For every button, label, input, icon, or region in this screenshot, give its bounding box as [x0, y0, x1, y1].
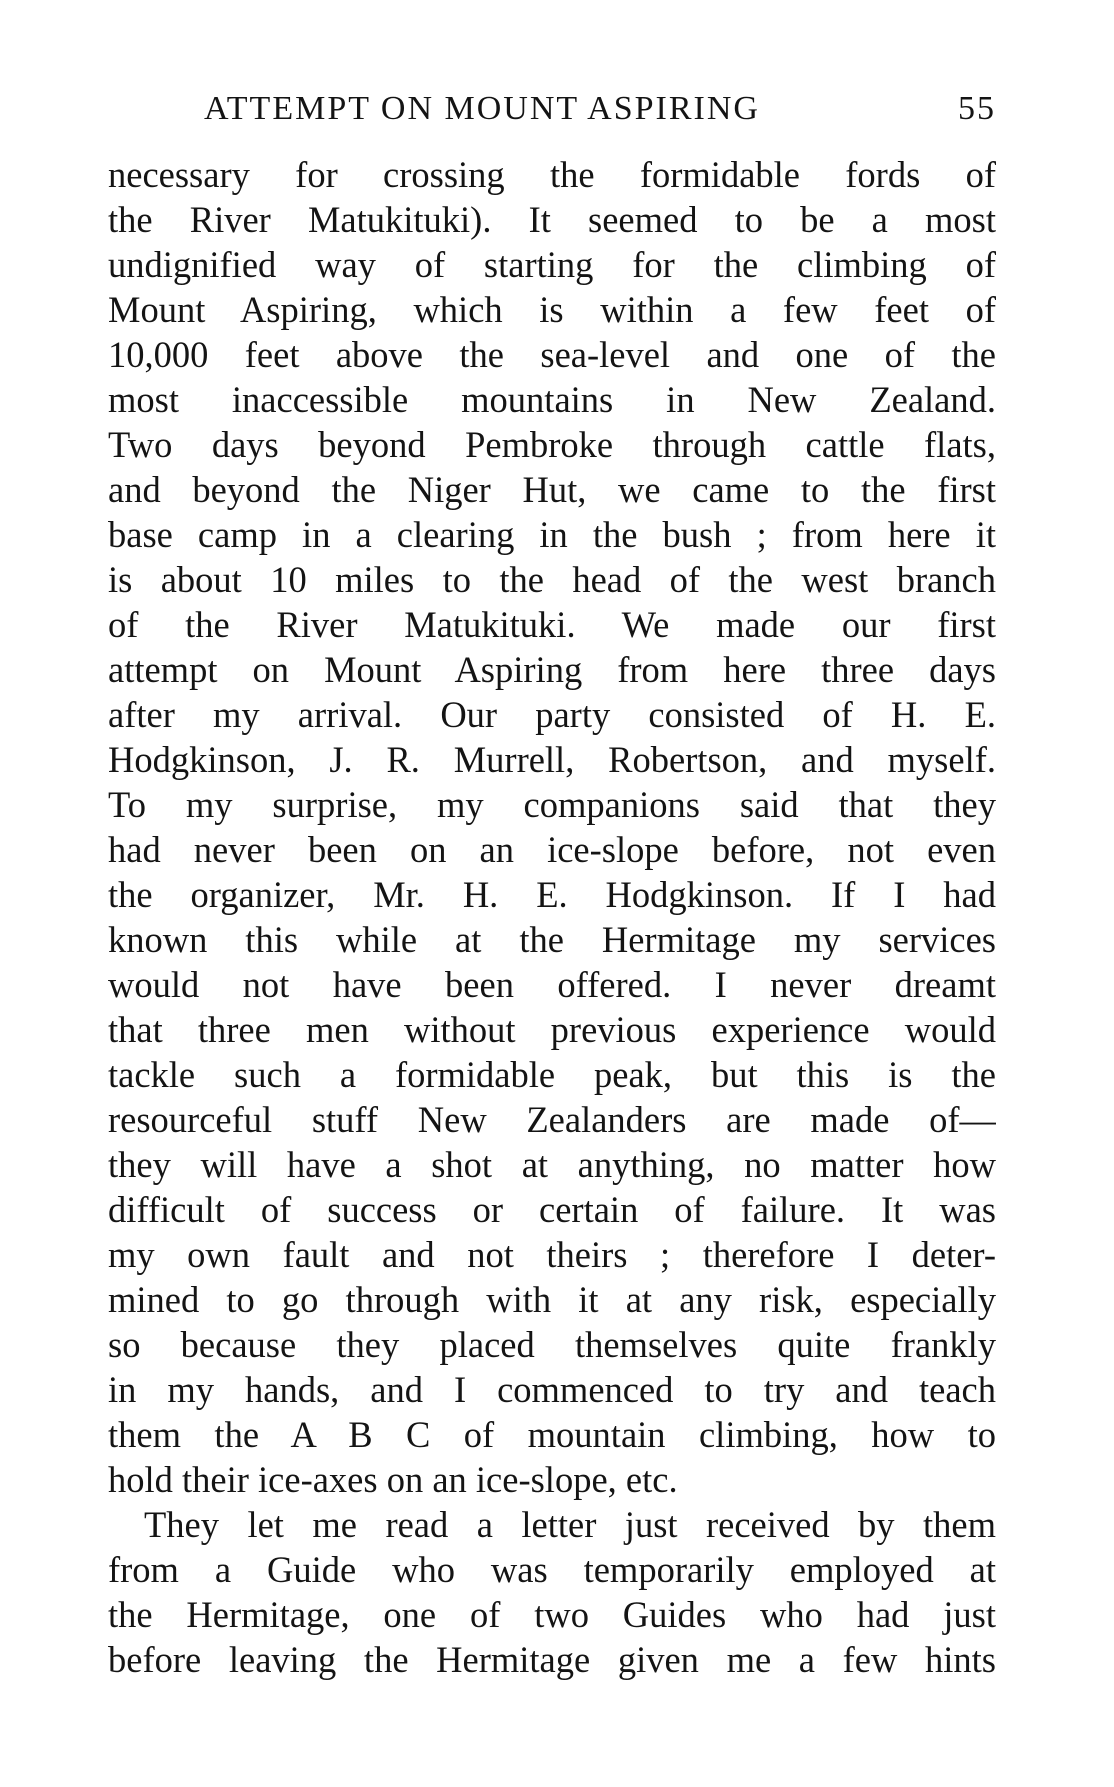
text-line: after my arrival. Our party consisted of H. E. [108, 694, 996, 735]
text-line: Hodgkinson, J. R. Murrell, Robertson, and myself. [108, 739, 996, 780]
text-line: that three men without previous experience would [108, 1009, 996, 1050]
text-line: undignified way of starting for the climbing of [108, 244, 996, 285]
text-line: the Hermitage, one of two Guides who had just [108, 1594, 996, 1635]
text-line: had never been on an ice-slope before, not even [108, 829, 996, 870]
text-line: of the River Matukituki. We made our first [108, 604, 996, 645]
text-line: mined to go through with it at any risk, especially [108, 1279, 996, 1320]
text-line: They let me read a letter just received by them [144, 1504, 996, 1545]
text-line: in my hands, and I commenced to try and teach [108, 1369, 996, 1410]
running-head [108, 86, 996, 132]
text-line: would not have been offered. I never dreamt [108, 964, 996, 1005]
body-text [108, 152, 996, 1682]
text-line: the organizer, Mr. H. E. Hodgkinson. If I had [108, 874, 996, 915]
text-line: them the A B C of mountain climbing, how to [108, 1414, 996, 1455]
paragraph [108, 152, 996, 1502]
text-line: 10,000 feet above the sea-level and one of the [108, 334, 996, 375]
text-line: from a Guide who was temporarily employed at [108, 1549, 996, 1590]
running-head-title: ATTEMPT ON MOUNT ASPIRING [204, 90, 760, 127]
paragraph [108, 1502, 996, 1682]
text-line: attempt on Mount Aspiring from here three days [108, 649, 996, 690]
text-line: resourceful stuff New Zealanders are made of— [108, 1099, 996, 1140]
text-line: base camp in a clearing in the bush ; from here it [108, 514, 996, 555]
text-line: hold their ice-axes on an ice-slope, etc. [108, 1459, 678, 1500]
text-line: Mount Aspiring, which is within a few feet of [108, 289, 996, 330]
text-line: tackle such a formidable peak, but this is the [108, 1054, 996, 1095]
text-line: necessary for crossing the formidable fords of [108, 154, 996, 195]
text-line: To my surprise, my companions said that they [108, 784, 996, 825]
text-line: Two days beyond Pembroke through cattle flats, [108, 424, 996, 465]
text-line: they will have a shot at anything, no matter how [108, 1144, 996, 1185]
text-line: so because they placed themselves quite frankly [108, 1324, 996, 1365]
page-number: 55 [958, 90, 996, 127]
text-line: my own fault and not theirs ; therefore I deter- [108, 1234, 996, 1275]
text-line: is about 10 miles to the head of the west branch [108, 559, 996, 600]
text-line: known this while at the Hermitage my services [108, 919, 996, 960]
text-line: most inaccessible mountains in New Zealand. [108, 379, 996, 420]
text-line: the River Matukituki). It seemed to be a most [108, 199, 996, 240]
text-line: and beyond the Niger Hut, we came to the first [108, 469, 996, 510]
text-line: before leaving the Hermitage given me a few hints [108, 1639, 996, 1680]
text-line: difficult of success or certain of failure. It was [108, 1189, 996, 1230]
